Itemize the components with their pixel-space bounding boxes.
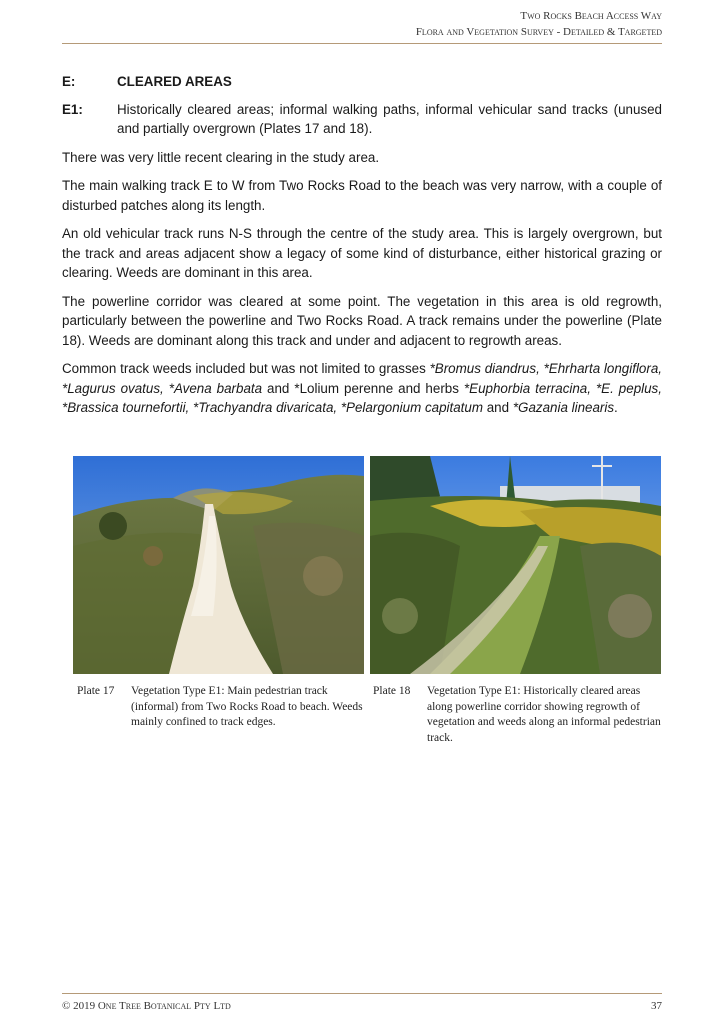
- body-text: [62, 72, 662, 427]
- subsection-code: E1:: [62, 101, 83, 117]
- paragraph-vehicular-track: An old vehicular track runs N-S through the centre of the study area. This is largely overgrown, but the track and areas adjacent show a legacy of some kind of disturbance, either historical grazing or clearing. Weeds are dominant in this area.: [62, 226, 662, 280]
- paragraph-weeds: [62, 359, 662, 418]
- plate-18-caption-text: Vegetation Type E1: Historically cleared areas along powerline corridor showing regrowth of vegetation and weeds along an informal pedestrian track.: [427, 685, 661, 744]
- weeds-intro: Common track weeds included but was not limited to grasses: [62, 361, 430, 376]
- weeds-gazania: *Gazania linearis: [512, 400, 615, 415]
- plate-18-number: Plate 18: [373, 685, 411, 697]
- header-subtitle: Flora and Vegetation Survey - Detailed & Targeted: [415, 26, 662, 38]
- weeds-and-1: and: [262, 380, 295, 396]
- running-header: [416, 8, 662, 40]
- section-heading: [62, 72, 662, 92]
- paragraph-walking-track: The main walking track E to W from Two Rocks Road to the beach was very narrow, with a couple of disturbed patches along its length.: [62, 178, 662, 213]
- weeds-and-2: and: [483, 400, 513, 415]
- weeds-end: .: [614, 400, 618, 415]
- plate-18-photo: [370, 456, 661, 674]
- page-number: 37: [651, 1000, 662, 1012]
- paragraph-powerline: The powerline corridor was cleared at some point. The vegetation in this area is old regrowth, particularly between the powerline and Two Rocks Road. A track remains under the powerline (Plate 18). Weeds are dominant along this track and under and adjacent to regrowth areas.: [62, 293, 662, 348]
- weeds-herbs-label: and herbs: [393, 380, 464, 396]
- plate-18-caption: [373, 684, 663, 746]
- footer-copyright: © 2019 One Tree Botanical Pty Ltd: [62, 1000, 231, 1012]
- section-title: CLEARED AREAS: [117, 74, 232, 89]
- section-code: E:: [62, 74, 76, 89]
- paragraph-recent-clearing: There was very little recent clearing in the study area.: [62, 149, 380, 165]
- weeds-grasses: *Bromus diandrus, *Ehrharta longiflora, *Lagurus ovatus, *Avena barbata: [62, 361, 662, 396]
- header-rule: [62, 43, 662, 44]
- plate-17-caption: [77, 684, 367, 731]
- footer-rule: [62, 993, 662, 994]
- header-title: Two Rocks Beach Access Way: [520, 10, 662, 22]
- weeds-lolium: *Lolium perenne: [294, 380, 394, 396]
- subsection-text: Historically cleared areas; informal walking paths, informal vehicular sand tracks (unused and partially overgrown (Plates 17 and 18).: [117, 101, 662, 136]
- weeds-herbs-list: *Euphorbia terracina, *E. peplus, *Brassica tournefortii, *Trachyandra divaricata, *Pelargonium capitatum: [62, 380, 662, 415]
- subsection-e1: [62, 100, 662, 139]
- plate-17-number: Plate 17: [77, 685, 115, 697]
- plate-17-caption-text: Vegetation Type E1: Main pedestrian track (informal) from Two Rocks Road to beach. Weeds mainly confined to track edges.: [131, 685, 363, 728]
- plate-17-photo: [73, 456, 364, 674]
